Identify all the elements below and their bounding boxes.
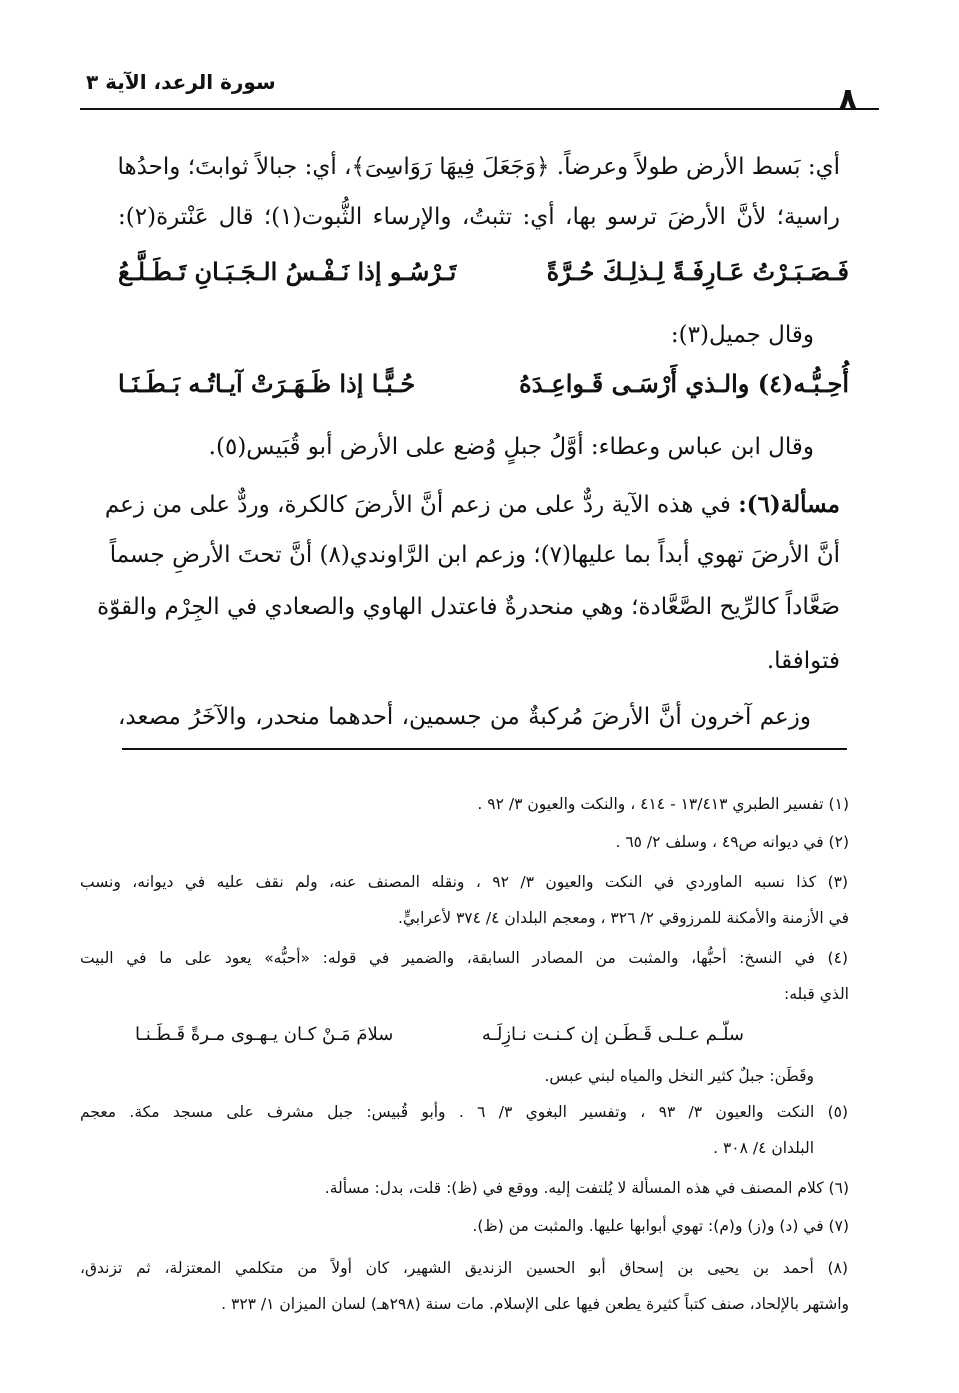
body-line-2: راسية؛ لأنَّ الأرضَ ترسو بها، أي: تثبتُ، والإرساء الثُّبوت(١)؛ قال عَنْترة(٢): — [118, 204, 840, 230]
body-line-5-text: في هذه الآية ردٌّ على من زعم أنَّ الأرضَ كالكرة، وردٌّ على من زعم — [104, 492, 739, 518]
footnote-7: (٧) في (د) و(ز) و(م): تهوي أبوابها عليها. والمثبت من (ظ). — [472, 1217, 849, 1235]
footnote-divider — [122, 748, 847, 750]
footnote-8-line-1: (٨) أحمد بن يحيى بن إسحاق أبو الحسين الزنديق الشهير، كان أولاً من متكلمي المعتزلة، ثم تزندق، — [80, 1259, 848, 1277]
page-number: ٨ — [838, 82, 857, 117]
footnote-5-line-2: البلدان ٤/ ٣٠٨ . — [713, 1139, 814, 1157]
verse-2-right-hemistich: أُحِـبُّـه(٤) والـذي أَرْسَـى قَـواعِـدَهُ — [519, 369, 849, 398]
body-line-3: وقال جميل(٣): — [670, 322, 814, 348]
verse-1-left-hemistich: تَـرْسُـو إذا نَـفْـسُ الـجَـبَـانِ تَـطَـلَّـعُ — [118, 257, 457, 286]
body-line-5 — [104, 488, 840, 522]
masala-label: مسألة(٦): — [738, 491, 840, 518]
footnote-4-verse-right: سلّـم عـلـى قَـطَـن إن كـنـت نـازِلَـه — [481, 1024, 744, 1045]
footnote-4-line-1: (٤) في النسخ: أحبُّها، والمثبت من المصادر السابقة، والضمير في قوله: «أحبُّه» يعود على ما في البيت — [80, 949, 848, 967]
body-line-7: صَعَّاداً كالرِّيح الصَّعَّادة؛ وهي منحدرةٌ فاعتدل الهاوي والصعادي في الجِرْم والقوّة — [97, 594, 840, 620]
footnote-4-line-3: وقَطَن: جبلٌ كثير النخل والمياه لبني عبس. — [544, 1067, 814, 1085]
footnote-3-line-2: في الأزمنة والأمكنة للمرزوقي ٢/ ٣٢٦ ، ومعجم البلدان ٤/ ٣٧٤ لأعرابيٍّ. — [397, 909, 849, 927]
sura-title: سورة الرعد، الآية ٣ — [86, 70, 276, 94]
verse-1-right-hemistich: فَـصَـبَـرْتُ عَـارِفَـةً لِـذلِـكَ حُـرَّةً — [546, 257, 849, 286]
body-line-1: أي: بَسط الأرض طولاً وعرضاً. ﴿وَجَعَلَ فِيهَا رَوَاسِىَ﴾، أي: جبالاً ثوابتَ؛ واحدُها — [117, 154, 840, 180]
footnote-6: (٦) كلام المصنف في هذه المسألة لا يُلتفت إليه. ووقع في (ظ): قلت، بدل: مسألة. — [324, 1179, 849, 1197]
body-line-9: وزعم آخرون أنَّ الأرضَ مُركبةٌ من جسمين، أحدهما منحدر، والآخَرُ مصعد، — [118, 704, 811, 730]
footnote-1: (١) تفسير الطبري ١٣/٤١٣ - ٤١٤ ، والنكت والعيون ٣/ ٩٢ . — [477, 795, 849, 813]
body-line-8: فتوافقا. — [766, 648, 840, 674]
footnote-2: (٢) في ديوانه ص٤٩ ، وسلف ٢/ ٦٥ . — [615, 833, 849, 851]
body-line-6: أنَّ الأرضَ تهوي أبداً بما عليها(٧)؛ وزعم ابن الرَّاوندي(٨) أنَّ تحتَ الأرضِ جسماً — [109, 542, 840, 568]
page-header — [80, 58, 879, 117]
body-line-4: وقال ابن عباس وعطاء: أوَّلُ جبلٍ وُضع على الأرض أبو قُبَيس(٥). — [208, 434, 814, 460]
footnote-3-line-1: (٣) كذا نسبه الماوردي في النكت والعيون ٣/ ٩٢ ، ونقله المصنف عنه، ولم نقف عليه في ديوانه، ونسب — [80, 873, 849, 891]
verse-2-left-hemistich: حُـبًّـا إذا ظَـهَـرَتْ آيـاتُـه بَـطَـنَـا — [118, 369, 416, 398]
footnote-4-line-2: الذي قبله: — [784, 985, 849, 1003]
footnote-4-verse-left: سلامَ مَـنْ كـان يـهـوى مـرةً قَـطَـنـا — [135, 1024, 394, 1045]
footnote-5-line-1: (٥) النكت والعيون ٣/ ٩٣ ، وتفسير البغوي ٣/ ٦ . وأبو قُبيس: جبل مشرف على مسجد مكة. معجم — [80, 1103, 849, 1121]
footnote-8-line-2: واشتهر بالإلحاد، صنف كتباً كثيرة يطعن فيها على الإسلام. مات سنة (٢٩٨هـ) لسان الميزان ١/ ٣٢٣ . — [221, 1295, 849, 1313]
